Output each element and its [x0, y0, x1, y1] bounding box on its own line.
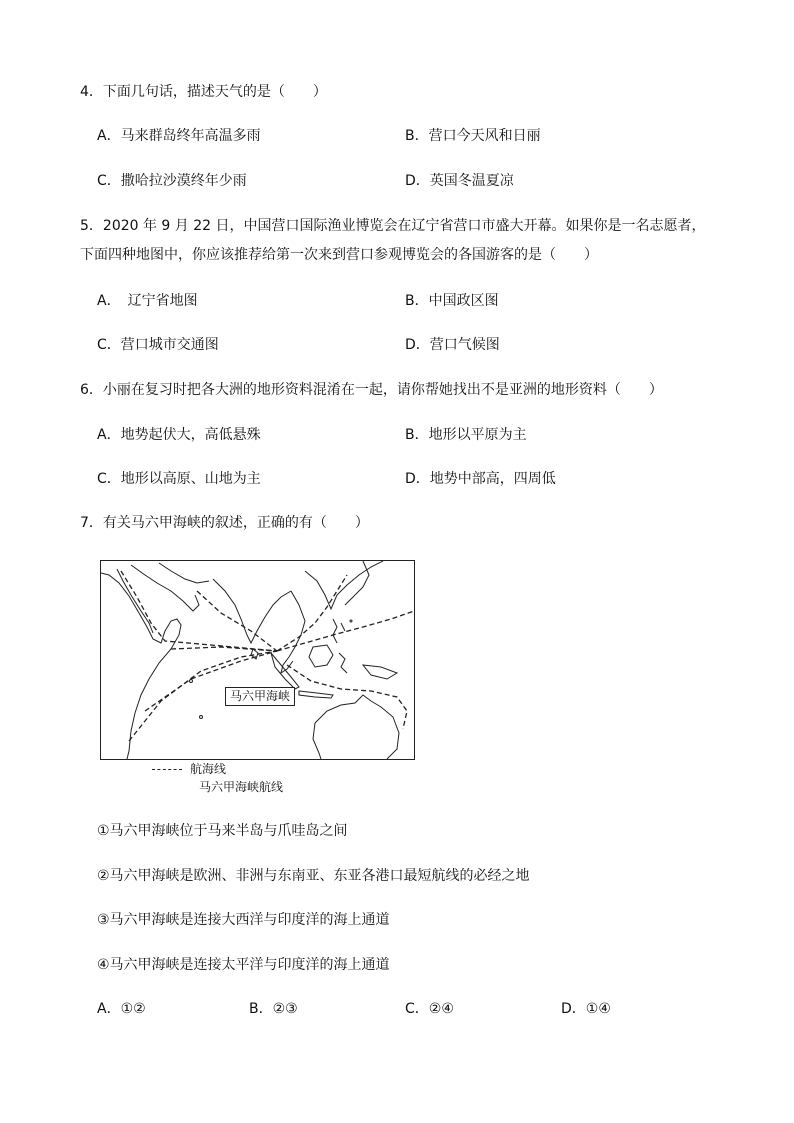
- q6-stem: 6．小丽在复习时把各大洲的地形资料混淆在一起，请你帮她找出不是亚洲的地形资料（ ）: [80, 382, 663, 398]
- q4-option-c: C．撒哈拉沙漠终年少雨: [97, 173, 247, 189]
- q4-stem: 4．下面几句话，描述天气的是（ ）: [80, 84, 327, 100]
- malacca-route-map: [100, 560, 415, 760]
- sulawesi: [339, 653, 347, 673]
- q5-option-c: C．营口城市交通图: [97, 337, 219, 353]
- q5-stem-line2: 下面四种地图中，你应该推荐给第一次来到营口参观博览会的各国游客的是（ ）: [80, 247, 598, 263]
- persian-gulf: [159, 563, 209, 583]
- q7-option-b: B．②③: [249, 1001, 298, 1017]
- q7-statement-1: ①马六甲海峡位于马来半岛与爪哇岛之间: [97, 823, 348, 839]
- q6-option-a: A．地势起伏大，高低悬殊: [97, 427, 261, 443]
- q6-option-b: B．地形以平原为主: [405, 427, 527, 443]
- malacca-strait-label: 马六甲海峡: [225, 687, 295, 706]
- legend-text: 航海线: [190, 762, 227, 776]
- philippines: [333, 619, 345, 643]
- arabia-coast: [131, 565, 199, 611]
- q7-option-d: D．①④: [561, 1001, 611, 1017]
- q6-option-d: D．地势中部高，四周低: [405, 471, 556, 487]
- borneo: [309, 645, 333, 667]
- q4-option-d: D．英国冬温夏凉: [405, 173, 514, 189]
- australia-coastline: [313, 695, 399, 759]
- q5-stem-line1: 5．2020 年 9 月 22 日，中国营口国际渔业博览会在辽宁省营口市盛大开幕。如果你是一名志愿者，: [80, 218, 706, 234]
- q5-option-d: D．营口气候图: [405, 337, 500, 353]
- sumatra: [271, 653, 299, 689]
- q6-option-c: C．地形以高原、山地为主: [97, 471, 261, 487]
- q7-stem: 7．有关马六甲海峡的叙述，正确的有（ ）: [80, 515, 369, 531]
- red-sea-coast: [117, 569, 153, 633]
- route-pacific: [277, 611, 414, 651]
- q4-option-a: A．马来群岛终年高温多雨: [97, 128, 261, 144]
- q7-option-a: A．①②: [97, 1001, 146, 1017]
- java: [299, 691, 333, 698]
- east-asia-coast: [345, 561, 369, 605]
- q5-option-b: B．中国政区图: [405, 293, 499, 309]
- indochina-coast: [289, 591, 305, 657]
- route-east-asia: [277, 575, 347, 651]
- dashed-line-icon: [152, 769, 182, 770]
- route-gulf: [197, 591, 277, 651]
- q7-statement-2: ②马六甲海峡是欧洲、非洲与东南亚、东亚各港口最短航线的必经之地: [97, 868, 530, 884]
- map-caption: 马六甲海峡航线: [199, 780, 284, 794]
- new-guinea: [363, 665, 397, 679]
- map-drawing: [101, 561, 414, 759]
- route-australia: [287, 665, 407, 729]
- africa-coastline: [101, 573, 181, 759]
- map-legend: [152, 762, 226, 777]
- india-coastline: [213, 579, 291, 643]
- q7-option-c: C．②④: [405, 1001, 454, 1017]
- q7-statement-3: ③马六甲海峡是连接大西洋与印度洋的海上通道: [97, 912, 390, 928]
- q7-statement-4: ④马六甲海峡是连接太平洋与印度洋的海上通道: [97, 957, 390, 973]
- q5-option-a: A． 辽宁省地图: [97, 293, 198, 309]
- q4-option-b: B．营口今天风和日丽: [405, 128, 541, 144]
- china-coast: [305, 561, 383, 609]
